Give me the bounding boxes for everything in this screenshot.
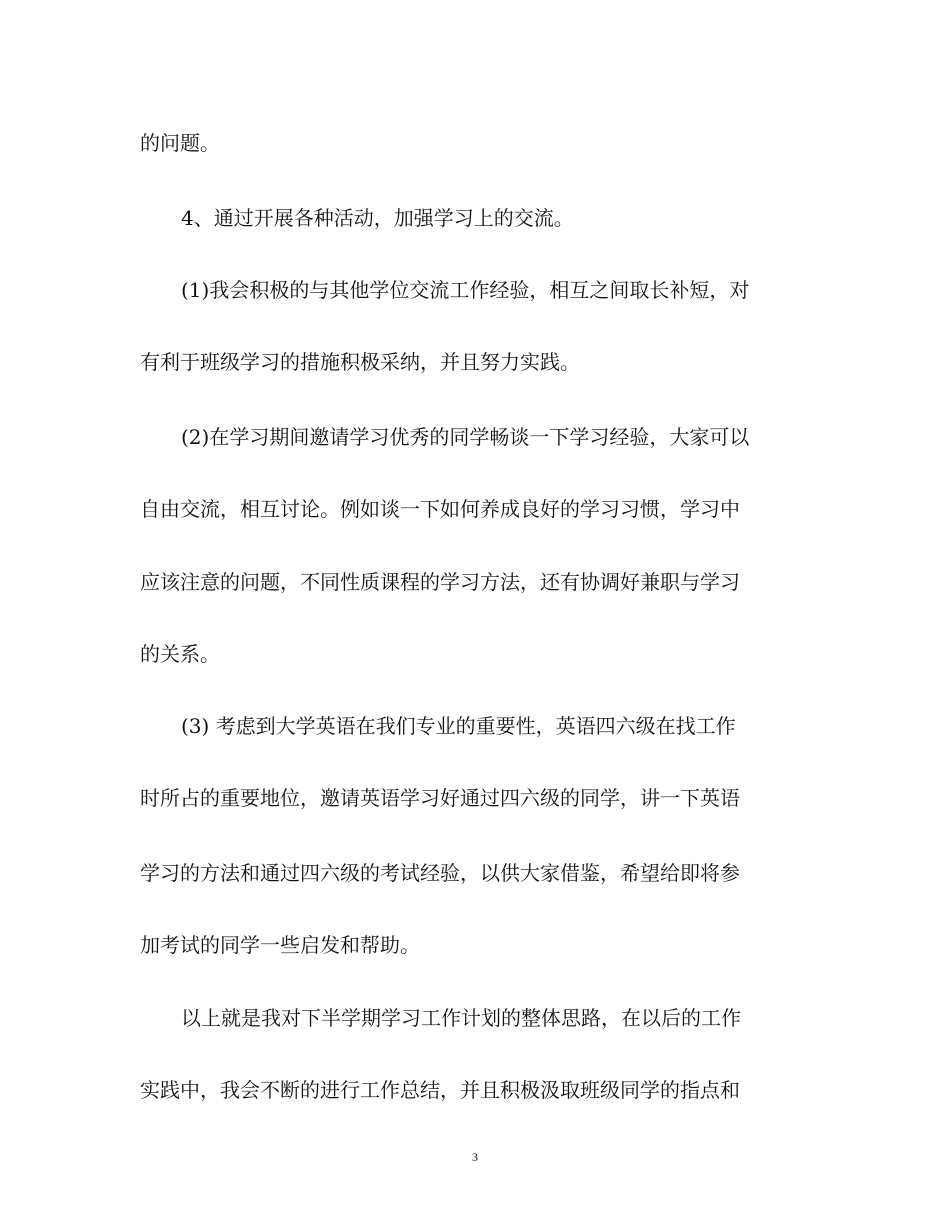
text-line: 以上就是我对下半学期学习工作计划的整体思路，在以后的工作 <box>181 1006 741 1030</box>
text-line: 学习的方法和通过四六级的考试经验，以供大家借鉴，希望给即将参 <box>140 861 740 885</box>
text-line: (1)我会积极的与其他学位交流工作经验，相互之间取长补短，对 <box>181 278 750 302</box>
text-line: 时所占的重要地位，邀请英语学习好通过四六级的同学，讲一下英语 <box>140 786 740 810</box>
text-line: 的问题。 <box>140 131 220 155</box>
text-line: (2)在学习期间邀请学习优秀的同学畅谈一下学习经验，大家可以 <box>181 425 750 449</box>
text-line: 实践中，我会不断的进行工作总结，并且积极汲取班级同学的指点和 <box>140 1078 740 1102</box>
page-number: 3 <box>472 1150 478 1164</box>
text-line: 有利于班级学习的措施积极采纳，并且努力实践。 <box>140 350 580 374</box>
text-line: 自由交流，相互讨论。例如谈一下如何养成良好的学习习惯，学习中 <box>140 497 740 521</box>
text-line: 加考试的同学一些启发和帮助。 <box>140 933 420 957</box>
text-line: (3) 考虑到大学英语在我们专业的重要性，英语四六级在找工作 <box>181 714 736 738</box>
text-line: 应该注意的问题，不同性质课程的学习方法，还有协调好兼职与学习 <box>140 570 740 594</box>
text-line: 的关系。 <box>140 642 220 666</box>
text-line: 4、通过开展各种活动，加强学习上的交流。 <box>181 206 574 230</box>
